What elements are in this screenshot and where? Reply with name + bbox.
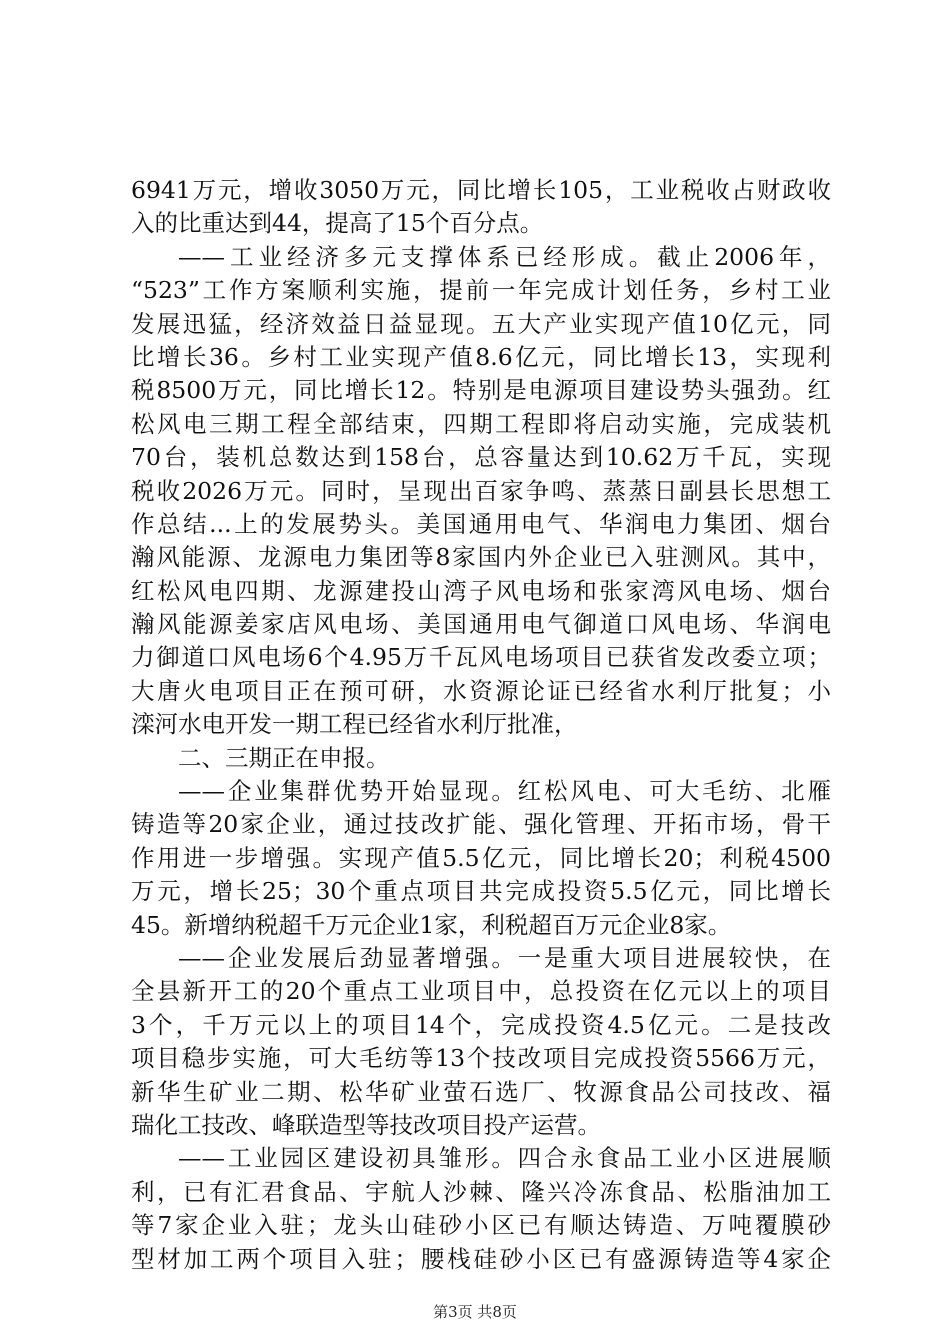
text-line: 铸造等20家企业，通过技改扩能、强化管理、开拓市场，骨干 — [131, 810, 831, 839]
text-line: 发展迅猛，经济效益日益显现。五大产业实现产值10亿元，同 — [131, 309, 831, 338]
text-line: ——企业集群优势开始显现。红松风电、可大毛纺、北雁 — [178, 777, 831, 806]
text-line: 红松风电四期、龙源建投山湾子风电场和张家湾风电场、烟台 — [131, 576, 831, 605]
text-line: ——工业园区建设初具雏形。四合永食品工业小区进展顺 — [178, 1144, 831, 1173]
text-line: 利，已有汇君食品、宇航人沙棘、隆兴冷冻食品、松脂油加工 — [131, 1177, 831, 1206]
text-line: 瀚风能源、龙源电力集团等8家国内外企业已入驻测风。其中， — [131, 543, 831, 572]
text-line: 万元，增长25；30个重点项目共完成投资5.5亿元，同比增长 — [131, 877, 831, 906]
document-body — [131, 174, 831, 1276]
text-line: 3个，千万元以上的项目14个，完成投资4.5亿元。二是技改 — [131, 1010, 831, 1039]
page-number-footer: 第3页 共8页 — [433, 1303, 517, 1321]
text-line: 等7家企业入驻；龙头山硅砂小区已有顺达铸造、万吨覆膜砂 — [131, 1211, 831, 1240]
text-line: 税收2026万元。同时，呈现出百家争鸣、蒸蒸日副县长思想工 — [131, 476, 831, 505]
text-line: 型材加工两个项目入驻；腰栈硅砂小区已有盛源铸造等4家企 — [131, 1244, 831, 1273]
text-line: 税8500万元，同比增长12。特别是电源项目建设势头强劲。红 — [131, 376, 831, 405]
text-line: 45。新增纳税超千万元企业1家，利税超百万元企业8家。 — [131, 910, 732, 939]
text-line: 力御道口风电场6个4.95万千瓦风电场项目已获省发改委立项； — [131, 643, 831, 672]
text-line: 作总结...上的发展势头。美国通用电气、华润电力集团、烟台 — [131, 509, 831, 538]
text-line: 全县新开工的20个重点工业项目中，总投资在亿元以上的项目 — [131, 977, 831, 1006]
text-line: 滦河水电开发一期工程已经省水利厅批准， — [131, 710, 578, 739]
text-line: ——工业经济多元支撑体系已经形成。截止2006年， — [178, 242, 831, 271]
text-line: 二、三期正在申报。 — [178, 743, 390, 772]
text-line: 比增长36。乡村工业实现产值8.6亿元，同比增长13，实现利 — [131, 342, 831, 371]
text-line: “523”工作方案顺利实施，提前一年完成计划任务，乡村工业 — [131, 276, 831, 305]
text-line: 大唐火电项目正在预可研，水资源论证已经省水利厅批复；小 — [131, 676, 831, 705]
text-line: 作用进一步增强。实现产值5.5亿元，同比增长20；利税4500 — [131, 843, 831, 872]
text-line: 瑞化工技改、峰联造型等技改项目投产运营。 — [131, 1110, 601, 1139]
text-line: ——企业发展后劲显著增强。一是重大项目进展较快，在 — [178, 943, 831, 972]
text-line: 新华生矿业二期、松华矿业萤石选厂、牧源食品公司技改、福 — [131, 1077, 831, 1106]
text-line: 项目稳步实施，可大毛纺等13个技改项目完成投资5566万元， — [131, 1044, 831, 1073]
text-line: 入的比重达到44，提高了15个百分点。 — [131, 209, 544, 238]
text-line: 6941万元，增收3050万元，同比增长105，工业税收占财政收 — [131, 176, 831, 204]
text-line: 松风电三期工程全部结束，四期工程即将启动实施，完成装机 — [131, 409, 831, 438]
text-line: 70台，装机总数达到158台，总容量达到10.62万千瓦，实现 — [131, 443, 831, 472]
text-line: 瀚风能源姜家店风电场、美国通用电气御道口风电场、华润电 — [131, 610, 831, 639]
